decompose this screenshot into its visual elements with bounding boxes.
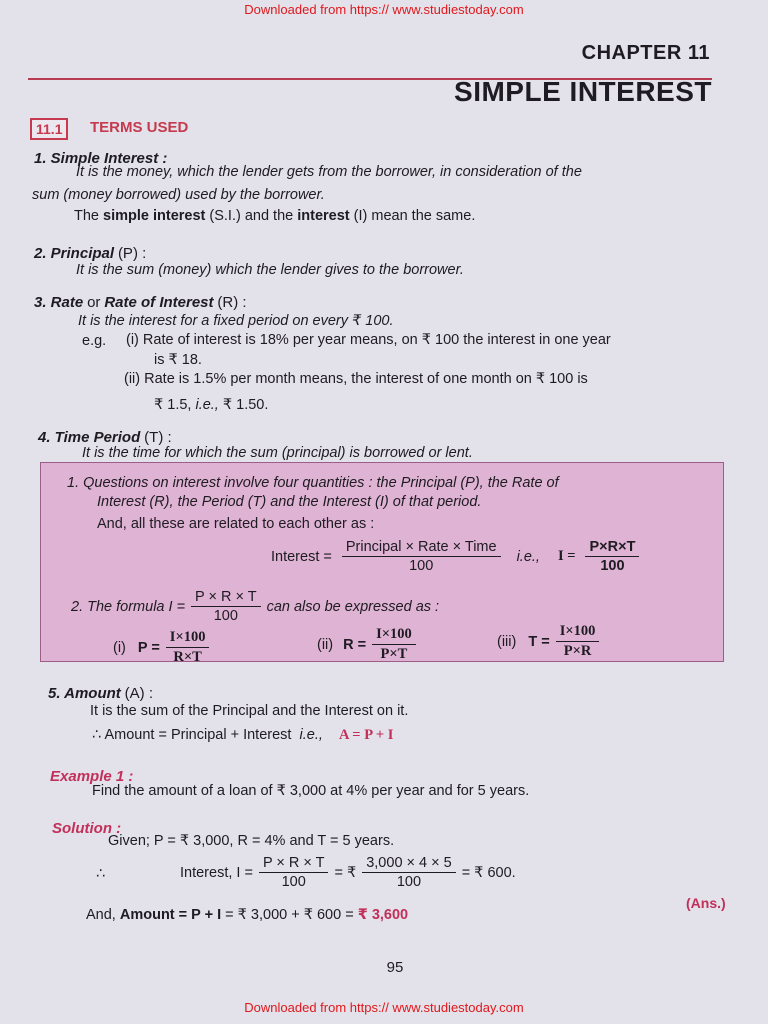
download-banner-top[interactable]: Downloaded from https:// www.studiestoday.com	[244, 2, 524, 17]
amount-formula: ∴ Amount = Principal + Interest i.e., A = P + I	[92, 727, 394, 743]
interest-calc-fraction: $\frac{P \times R \times T}{100}$	[259, 855, 329, 890]
note2-fraction: $\frac{P \times R \times T}{100}$	[191, 589, 261, 624]
formula-note-box	[40, 462, 724, 665]
chapter-label: CHAPTER 11	[581, 42, 710, 64]
formula-r-fraction: $\frac{I\times 100}{P\times T}$	[372, 626, 416, 663]
formula-t-fraction: $\frac{I\times 100}{P\times R}$	[556, 623, 600, 660]
term-time-period-heading: 4. Time Period (T) :	[38, 429, 172, 446]
download-banner-bottom[interactable]: Downloaded from https:// www.studiestoday.com	[244, 1000, 524, 1015]
interest-formula-fraction: $\frac{\text{Principal × Rate × Time}}{100}$	[342, 539, 501, 574]
amount-definition: It is the sum of the Principal and the Interest on it.	[90, 703, 409, 719]
solution-heading: Solution :	[52, 820, 122, 837]
formula-p: (i) P = $\frac{I\times 100}{R\times T}$	[113, 629, 209, 666]
term3-definition: It is the interest for a fixed period on every ₹ 100.	[78, 313, 394, 329]
term3-eg-label: e.g.	[82, 333, 107, 349]
page-title: SIMPLE INTEREST	[454, 76, 712, 107]
formula-t: (iii) T = $\frac{I\times 100}{P\times R}$	[497, 623, 599, 660]
term3-example-ii-line1: (ii) Rate is 1.5% per month means, the interest of one month on ₹ 100 is	[124, 371, 588, 387]
note1-line1: 1. Questions on interest involve four quantities : the Principal (P), the Rate of	[67, 475, 559, 491]
note2-formula: 2. The formula I = $\frac{P \times R \times T}{100}$ can also be expressed as :	[71, 589, 440, 624]
formula-r: (ii) R = $\frac{I\times 100}{P\times T}$	[317, 626, 416, 663]
note1-line2: Interest (R), the Period (T) and the Interest (I) of that period.	[97, 494, 482, 510]
solution-given: Given; P = ₹ 3,000, R = 4% and T = 5 years.	[108, 833, 395, 849]
section-number-badge: 11.1	[30, 118, 68, 140]
interest-calc-values-fraction: $\frac{3,000 \times 4 \times 5}{100}$	[362, 855, 455, 890]
therefore-symbol: ∴	[96, 866, 106, 882]
term3-example-i-line1: (i) Rate of interest is 18% per year means, on ₹ 100 the interest in one year	[126, 332, 611, 348]
term-amount-heading: 5. Amount (A) :	[48, 685, 154, 702]
example-question: Find the amount of a loan of ₹ 3,000 at 4% per year and for 5 years.	[92, 783, 530, 799]
term3-example-i-line2: is ₹ 18.	[154, 352, 202, 368]
term-rate-heading: 3. Rate or Rate of Interest (R) :	[34, 294, 247, 311]
i-formula-fraction: $\frac{P\times R\times T}{100}$	[585, 539, 639, 574]
term1-definition-line2: sum (money borrowed) used by the borrower.	[32, 187, 325, 203]
interest-formula: Interest = $\frac{\text{Principal × Rate × Time}}{100}$ i.e., I = $\frac{P\times R\times T}{100}$	[271, 539, 639, 574]
term-principal-heading: 2. Principal (P) :	[34, 245, 147, 262]
amount-calculation: And, Amount = P + I = ₹ 3,000 + ₹ 600 = ₹ 3,600	[86, 907, 409, 923]
term1-note: The simple interest (S.I.) and the interest (I) mean the same.	[74, 208, 476, 224]
interest-calculation: Interest, I = $\frac{P \times R \times T}{100}$ = ₹ $\frac{3,000 \times 4 \times 5}{100}$ = ₹ 600.	[180, 855, 516, 890]
term3-example-ii-line2: ₹ 1.5, i.e., ₹ 1.50.	[154, 397, 269, 413]
note1-line3: And, all these are related to each other as :	[97, 516, 375, 532]
term4-definition: It is the time for which the sum (principal) is borrowed or lent.	[82, 445, 473, 461]
example-heading: Example 1 :	[50, 768, 134, 785]
section-title: TERMS USED	[90, 119, 189, 136]
page-number: 95	[386, 959, 404, 976]
formula-p-fraction: $\frac{I\times 100}{R\times T}$	[166, 629, 210, 666]
answer-label: (Ans.)	[686, 895, 726, 911]
term-simple-interest-heading: 1. Simple Interest :	[34, 150, 168, 167]
term2-definition: It is the sum (money) which the lender gives to the borrower.	[76, 262, 464, 278]
term1-definition-line1: It is the money, which the lender gets from the borrower, in consideration of the	[76, 164, 582, 180]
